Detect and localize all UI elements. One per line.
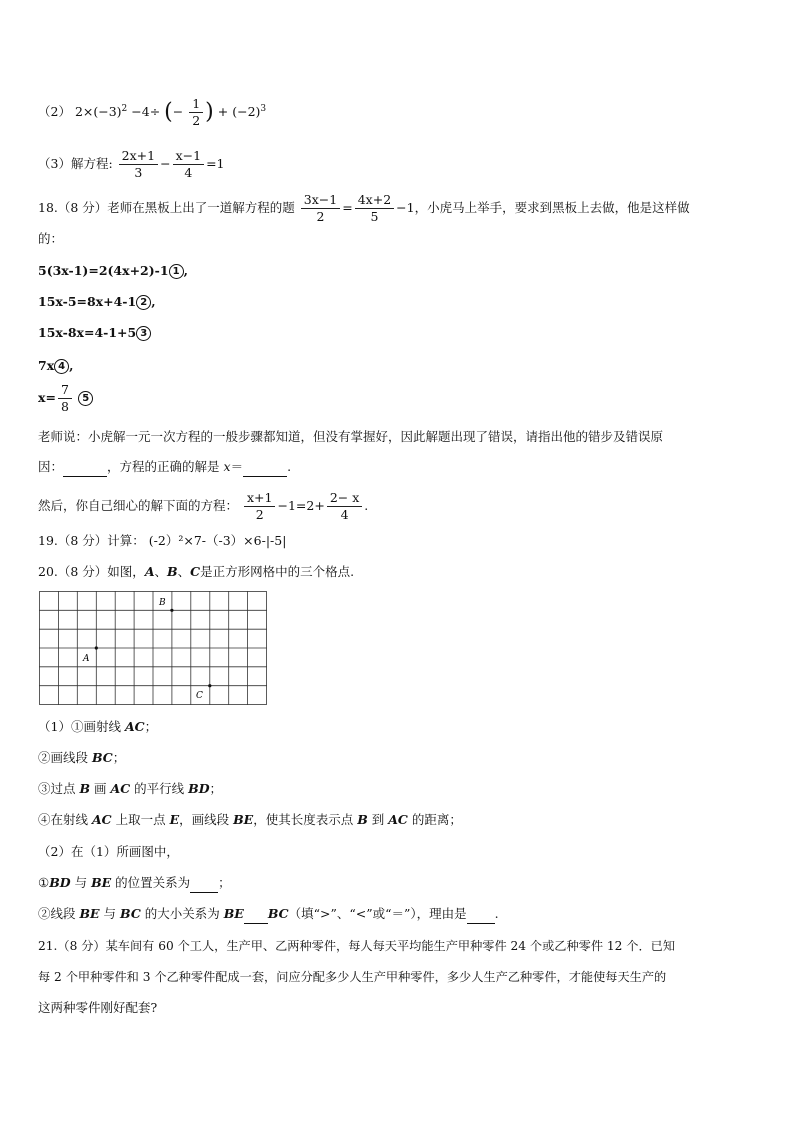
answer-blank[interactable] (244, 905, 268, 924)
answer-blank[interactable] (467, 905, 495, 924)
q20-task3: ③过点 B 画 AC 的平行线 BD； (38, 781, 223, 796)
q20-part2: （2）在（1）所画图中， (38, 844, 179, 859)
q21-line1: 21.（8 分）某车间有 60 个工人，生产甲、乙两种零件，每人每天平均能生产甲种零件 24 个或乙种零件 12 个．已知 (38, 939, 676, 953)
q20-task4: ④在射线 AC 上取一点 E，画线段 BE，使其长度表示点 B 到 AC 的距离； (38, 812, 462, 827)
fraction: $\frac{2x+1}{3}$ (119, 148, 158, 181)
label-c: C (196, 691, 203, 701)
circled-number: 3 (136, 326, 151, 341)
q18-step2: 15x-5=8x+4-1 2 , (38, 294, 156, 309)
q17-part2: （2） $2\times(-3)^2 -4\div$ (− $\frac{1}{2}$ ) + $(-2)^3$ (38, 96, 267, 128)
circled-number: 5 (78, 391, 93, 406)
circled-number: 4 (54, 359, 69, 374)
q20-task1: （1）①画射线 AC； (38, 719, 158, 734)
q17-part3: （3）解方程: $\frac{2x+1}{3}$ − $\frac{x-1}{4}$ =1 (38, 148, 225, 180)
q18-intro: 18.（8 分）老师在黑板上出了一道解方程的题 $\frac{3x-1}{2}$ = $\frac{4x+2}{5}$ −1，小虎马上举手，要求到黑板上去做，他是这样做 (38, 192, 690, 224)
fraction: $\frac{7}{8}$ (58, 382, 72, 415)
fraction: $\frac{2- x}{4}$ (327, 490, 362, 523)
label-a: A (83, 654, 90, 664)
fraction: $\frac{3x-1}{2}$ (301, 192, 340, 225)
q18-comment-cont: 因： ，方程的正确的解是 x＝ . (38, 458, 291, 477)
q18-intro-cont: 的： (38, 231, 64, 246)
fraction: $\frac{x+1}{2}$ (244, 490, 275, 523)
q18-step3: 15x-8x=4-1+5 3 (38, 324, 151, 342)
point-a (95, 646, 98, 649)
square-grid-figure (39, 591, 269, 707)
q19: 19.（8 分）计算： (-2）²×7-（-3）×6-|-5| (38, 533, 287, 548)
q18-then: 然后，你自己细心的解下面的方程： $\frac{x+1}{2}$ −1=2+ $\frac{2- x}{4}$ . (38, 490, 369, 522)
q21-line2: 每 2 个甲种零件和 3 个乙种零件配成一套，问应分配多少人生产甲种零件，多少人生产乙种零件，才能使每天生产的 (38, 970, 667, 984)
fraction: $\frac{1}{2}$ (189, 96, 203, 129)
q18-step4: 7x 4 , (38, 358, 74, 373)
q20-task2: ②画线段 BC； (38, 750, 126, 765)
fraction: $\frac{x-1}{4}$ (173, 148, 204, 181)
answer-blank[interactable] (190, 874, 218, 893)
q20-part2-q1: ①BD 与 BE 的位置关系为 ； (38, 874, 231, 893)
circled-number: 1 (169, 264, 184, 279)
q18-step1: 5(3x-1)=2(4x+2)-1 1 , (38, 263, 188, 278)
answer-blank[interactable] (63, 458, 107, 477)
point-b (170, 609, 173, 612)
q21-line3: 这两种零件刚好配套? (38, 1000, 158, 1015)
label-b: B (159, 598, 166, 608)
q20-part2-q2: ②线段 BE 与 BC 的大小关系为 BE BC（填“>”、“<”或“＝”），理由是 . (38, 905, 499, 924)
circled-number: 2 (136, 295, 151, 310)
q18-step5: x= $\frac{7}{8}$ 5 (38, 382, 93, 415)
fraction: $\frac{4x+2}{5}$ (355, 192, 394, 225)
q20-intro: 20.（8 分）如图，A、B、C是正方形网格中的三个格点. (38, 564, 355, 579)
answer-blank[interactable] (243, 458, 287, 477)
point-c (208, 684, 211, 687)
q18-comment: 老师说：小虎解一元一次方程的一般步骤都知道，但没有掌握好，因此解题出现了错误，请指出他的错步及错误原 (38, 429, 664, 444)
